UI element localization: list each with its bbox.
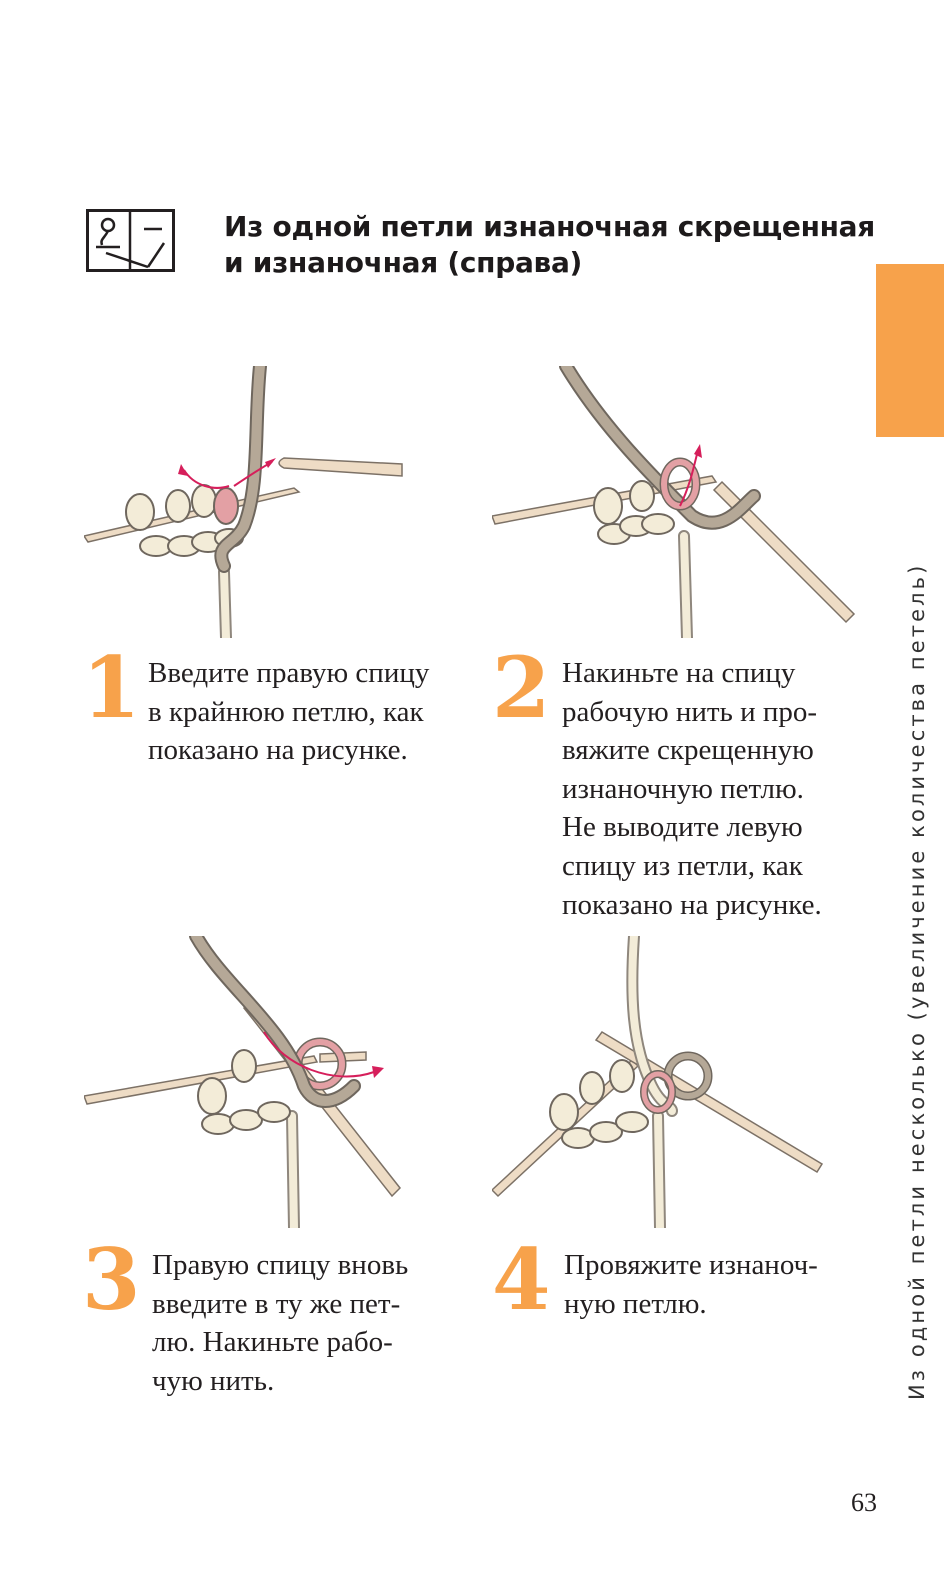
knitting-chart-symbol-icon xyxy=(86,209,175,272)
title-line-1: Из одной петли изнаночная скрещенная xyxy=(224,210,875,243)
step-1-text xyxy=(148,654,429,770)
step-4-text xyxy=(564,1246,818,1323)
step-4-line: Провяжите изнаноч- xyxy=(564,1249,818,1281)
step-1-illustration xyxy=(84,366,404,638)
step-4-illustration xyxy=(492,936,827,1228)
step-2-line: показано на рисунке. xyxy=(562,888,822,921)
section-side-title: Из одной петли несколько (увеличение количества петель) xyxy=(905,562,929,1400)
step-2-line: вяжите скрещенную xyxy=(562,734,814,767)
page-title xyxy=(224,209,875,281)
step-2-text xyxy=(562,654,822,924)
step-1-line: показано на рисунке. xyxy=(148,734,408,767)
step-2-line: Не выводите левую xyxy=(562,811,803,844)
step-3-number: 3 xyxy=(82,1230,141,1329)
step-3-illustration xyxy=(84,936,404,1228)
title-line-2: и изнаночная (справа) xyxy=(224,246,583,279)
step-3-line: Правую спицу вновь xyxy=(152,1249,409,1281)
step-2-number: 2 xyxy=(492,638,551,737)
step-3-line: введите в ту же пет- xyxy=(152,1287,401,1320)
section-tab xyxy=(876,264,944,437)
step-1-number: 1 xyxy=(82,638,141,737)
step-2-line: спицу из петли, как xyxy=(562,849,803,882)
step-4-line: ную петлю. xyxy=(564,1287,707,1320)
step-2-line: изнаночную петлю. xyxy=(562,772,804,805)
step-2-line: Накиньте на спицу xyxy=(562,657,796,689)
step-3-line: лю. Накиньте рабо- xyxy=(152,1326,393,1359)
step-1-line: Введите правую спицу xyxy=(148,657,430,689)
page-number: 63 xyxy=(851,1488,877,1517)
step-4-number: 4 xyxy=(492,1230,551,1329)
step-2-line: рабочую нить и про- xyxy=(562,695,818,728)
step-3-text xyxy=(152,1246,408,1400)
step-1-line: в крайнюю петлю, как xyxy=(148,695,424,728)
step-3-line: чую нить. xyxy=(152,1364,275,1397)
step-2-illustration xyxy=(492,366,857,638)
